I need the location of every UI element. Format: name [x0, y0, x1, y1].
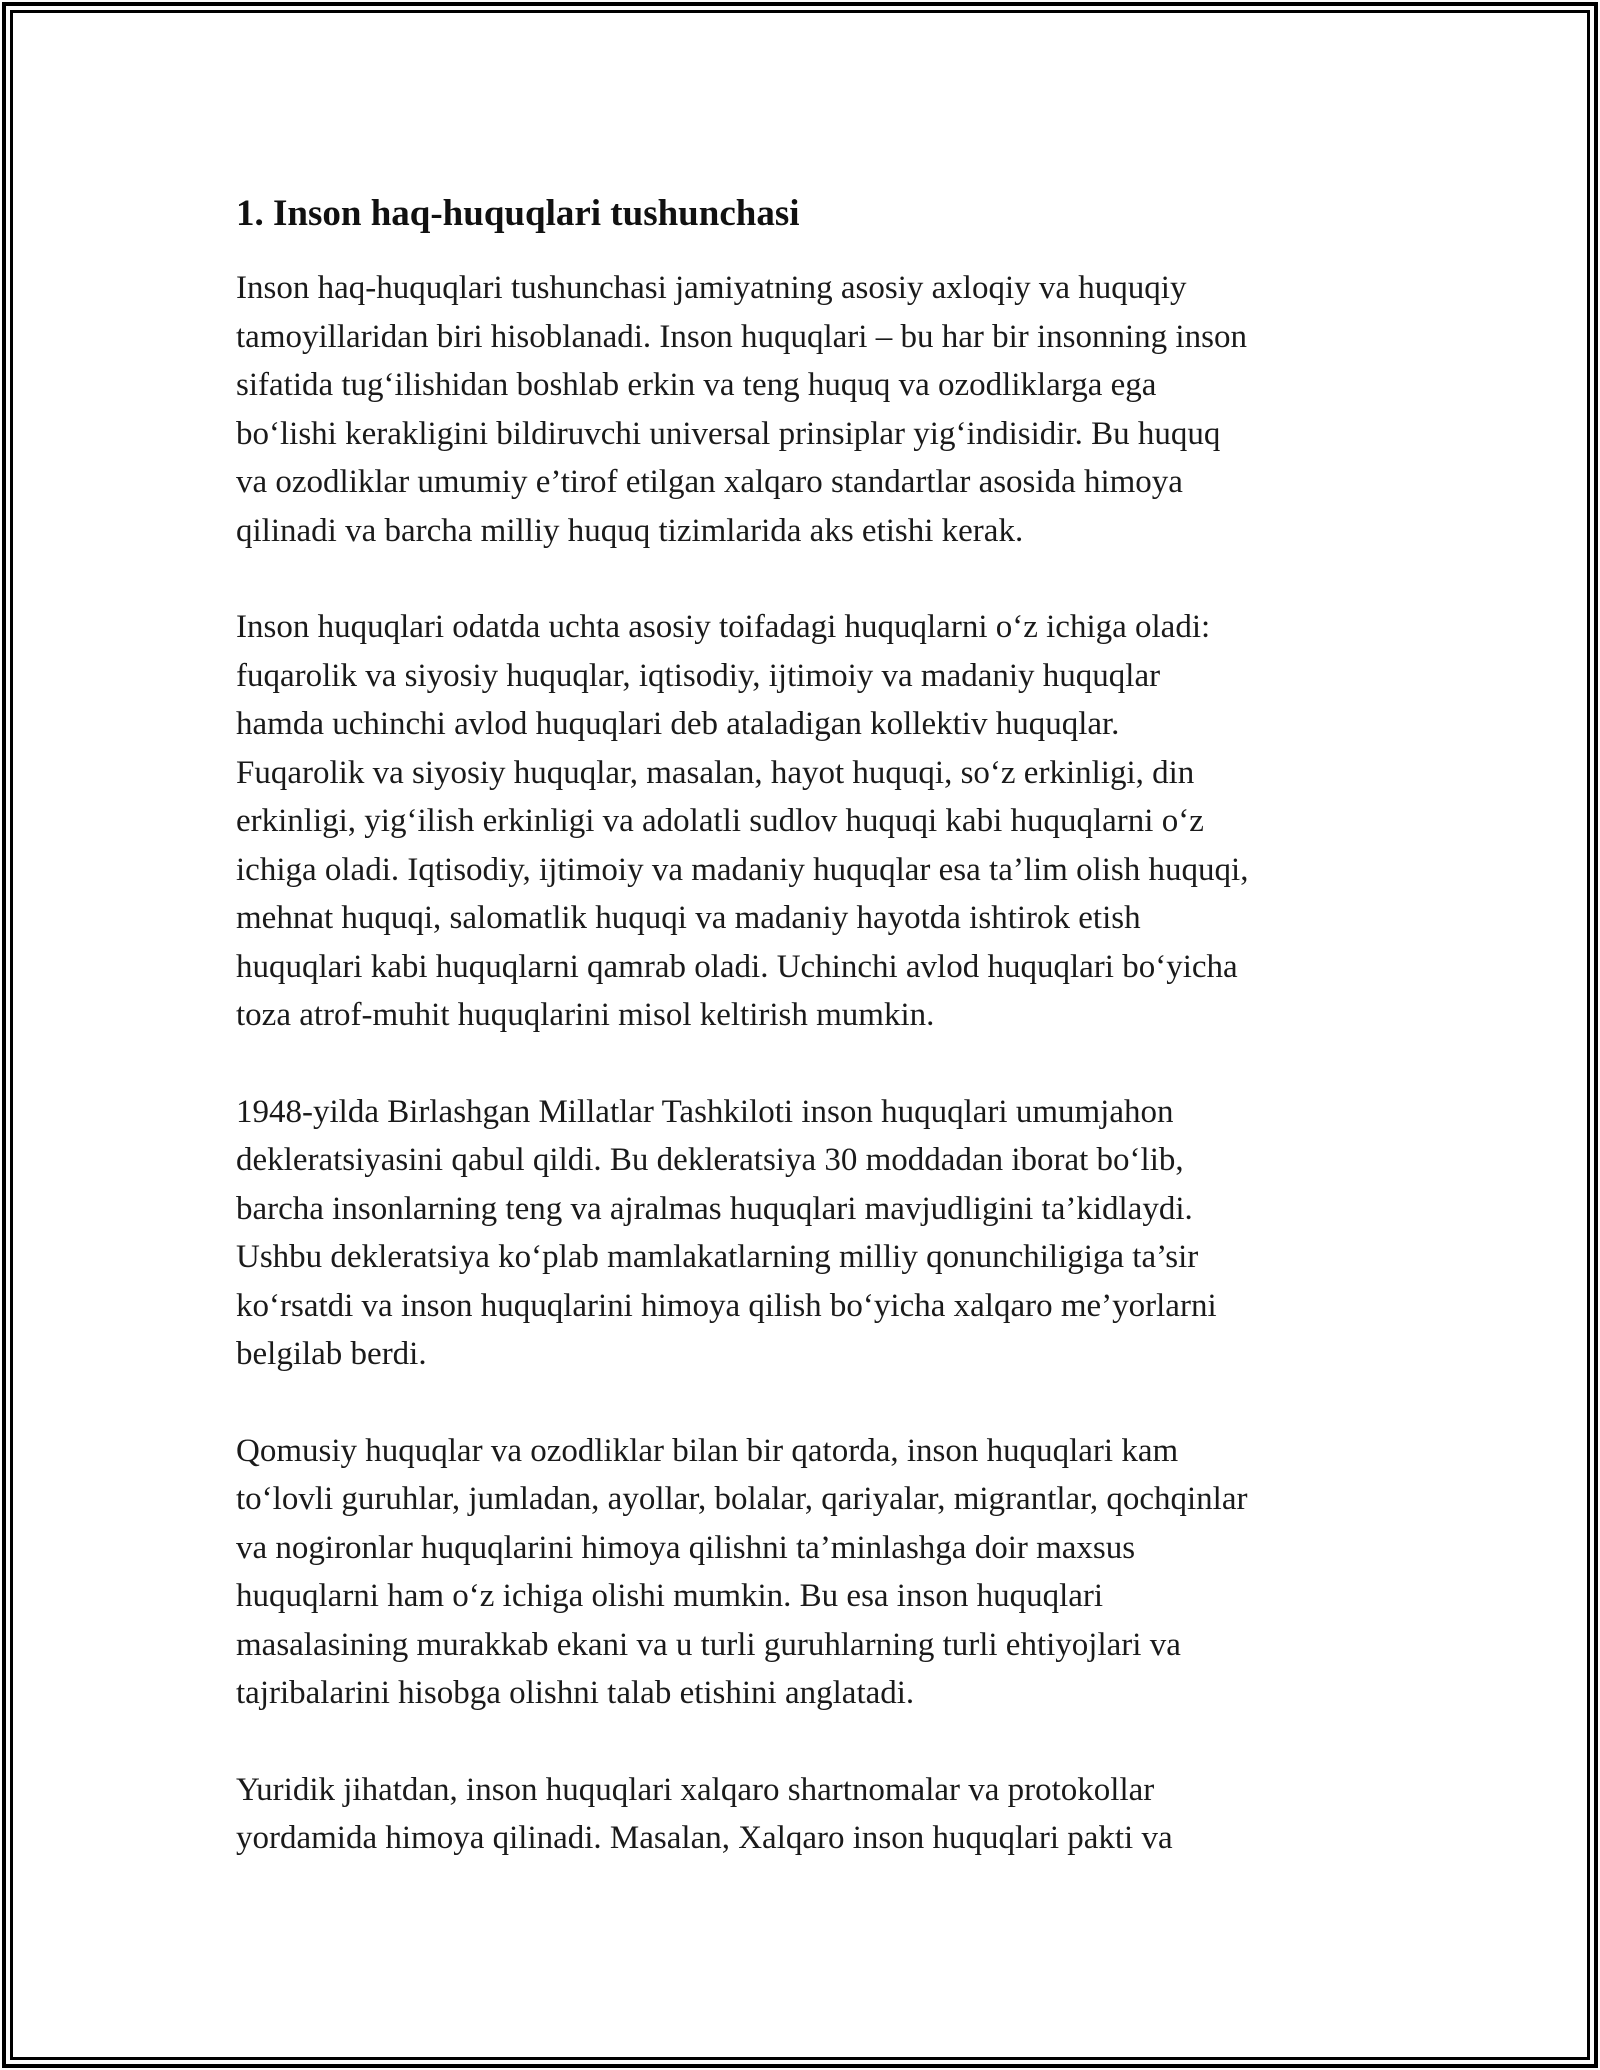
text-line: Ushbu dekleratsiya ko‘plab mamlakatlarning milliy qonunchiligiga ta’sir — [236, 1239, 1199, 1275]
text-line: tamoyillaridan biri hisoblanadi. Inson huquqlari – bu har bir insonning inson — [236, 318, 1247, 355]
text-line: Yuridik jihatdan, inson huquqlari xalqaro shartnomalar va protokollar — [236, 1771, 1155, 1808]
document-body — [236, 188, 1396, 1863]
text-line: mehnat huquqi, salomatlik huquqi va madaniy hayotda ishtirok etish — [236, 900, 1141, 936]
text-line: tajribalarini hisobga olishni talab etishini anglatadi. — [236, 1675, 915, 1711]
paragraph-2 — [236, 603, 1396, 1040]
paragraph-1 — [236, 264, 1396, 555]
section-heading: 1. Inson haq-huquqlari tushunchasi — [236, 193, 800, 234]
paragraph-3 — [236, 1088, 1396, 1379]
paragraph-4 — [236, 1427, 1396, 1718]
paragraph-5 — [236, 1766, 1396, 1863]
text-line: Qomusiy huquqlar va ozodliklar bilan bir qatorda, inson huquqlari kam — [236, 1432, 1179, 1469]
text-line: ichiga oladi. Iqtisodiy, ijtimoiy va madaniy huquqlar esa ta’lim olish huquqi, — [236, 851, 1249, 888]
text-line: hamda uchinchi avlod huquqlari deb ataladigan kollektiv huquqlar. — [236, 706, 1120, 742]
text-line: sifatida tug‘ilishidan boshlab erkin va teng huquq va ozodliklarga ega — [236, 367, 1157, 403]
text-line: Fuqarolik va siyosiy huquqlar, masalan, hayot huquqi, so‘z erkinligi, din — [236, 754, 1195, 791]
text-line: qilinadi va barcha milliy huquq tizimlarida aks etishi kerak. — [236, 512, 1024, 549]
text-line: dekleratsiyasini qabul qildi. Bu dekleratsiya 30 moddadan iborat bo‘lib, — [236, 1142, 1184, 1178]
text-line: erkinligi, yig‘ilish erkinligi va adolatli sudlov huquqi kabi huquqlarni o‘z — [236, 803, 1204, 839]
text-line: Inson huquqlari odatda uchta asosiy toifadagi huquqlarni o‘z ichiga oladi: — [236, 609, 1211, 645]
text-line: Inson haq-huquqlari tushunchasi jamiyatning asosiy axloqiy va huquqiy — [236, 270, 1187, 306]
text-line: 1948-yilda Birlashgan Millatlar Tashkiloti inson huquqlari umumjahon — [236, 1093, 1174, 1130]
text-line: to‘lovli guruhlar, jumladan, ayollar, bolalar, qariyalar, migrantlar, qochqinlar — [236, 1481, 1248, 1517]
text-line: bo‘lishi kerakligini bildiruvchi universal prinsiplar yig‘indisidir. Bu huquq — [236, 415, 1221, 452]
text-line: ko‘rsatdi va inson huquqlarini himoya qilish bo‘yicha xalqaro me’yorlarni — [236, 1287, 1217, 1324]
text-line: va ozodliklar umumiy e’tirof etilgan xalqaro standartlar asosida himoya — [236, 464, 1183, 500]
text-line: va nogironlar huquqlarini himoya qilishni ta’minlashga doir maxsus — [236, 1529, 1136, 1566]
text-line: belgilab berdi. — [236, 1336, 427, 1372]
text-line: huquqlarni ham o‘z ichiga olishi mumkin. Bu esa inson huquqlari — [236, 1578, 1104, 1614]
text-line: masalasining murakkab ekani va u turli guruhlarning turli ehtiyojlari va — [236, 1626, 1181, 1663]
text-line: barcha insonlarning teng va ajralmas huquqlari mavjudligini ta’kidlaydi. — [236, 1190, 1193, 1227]
text-line: toza atrof-muhit huquqlarini misol keltirish mumkin. — [236, 997, 935, 1033]
text-line: yordamida himoya qilinadi. Masalan, Xalqaro inson huquqlari pakti va — [236, 1820, 1173, 1856]
text-line: huquqlari kabi huquqlarni qamrab oladi. Uchinchi avlod huquqlari bo‘yicha — [236, 948, 1238, 985]
text-line: fuqarolik va siyosiy huquqlar, iqtisodiy, ijtimoiy va madaniy huquqlar — [236, 657, 1161, 694]
